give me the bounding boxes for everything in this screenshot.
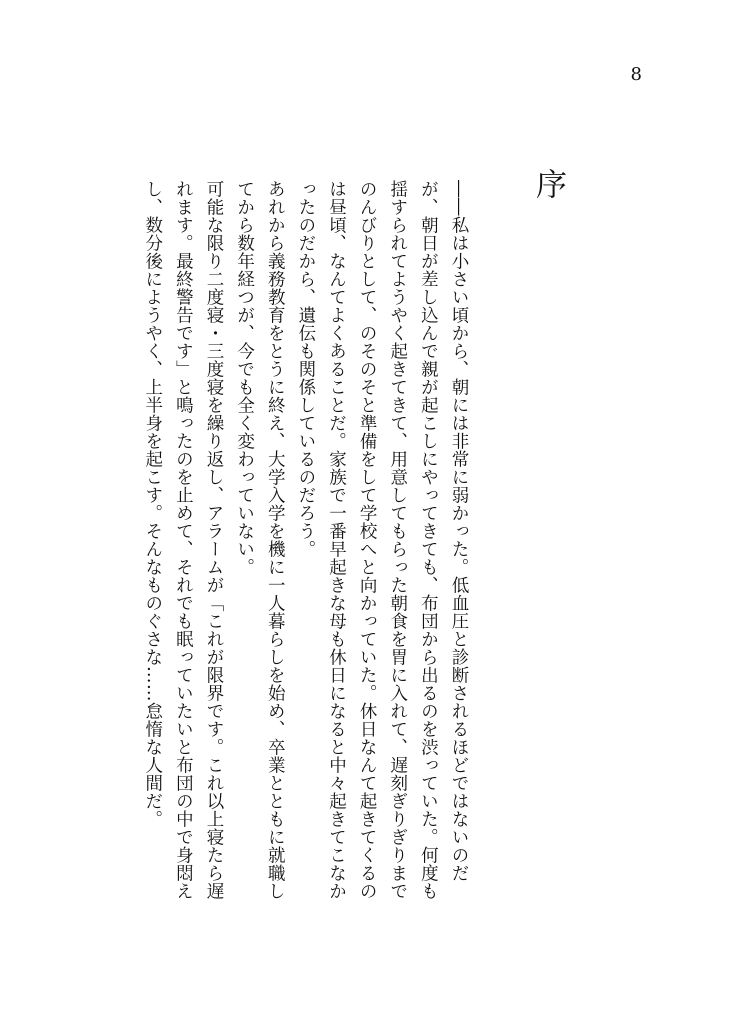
chapter-title: 序	[530, 168, 566, 199]
paragraph: ――私は小さい頃から、朝には非常に弱かった。低血圧と診断されるほどではないのだが、朝日が差し込んで親が起こしにやってきても、布団から出るのを渋っていた。何度も揺すられてようやく起きてきて、用意してもらった朝食を胃に入れて、遅刻ぎりぎりまでのんびりとして、のそのそと準備をして学校へと向かっていた。休日なんて起きてくるのは昼頃、なんてよくあることだ。家族で一番早起きな母も休日になると中々起きてこなかったのだから、遺伝も関係しているのだろう。	[295, 180, 469, 900]
page-number: 8	[630, 64, 642, 85]
body-text	[137, 180, 474, 900]
paragraph: あれから義務教育をとうに終え、大学入学を機に一人暮らしを始め、卒業とともに就職してから数年経つが、今でも全く変わっていない。	[234, 180, 286, 900]
paragraph: 可能な限り二度寝・三度寝を繰り返し、アラームが「これが限界です。これ以上寝たら遅れます。最終警告です」と鳴ったのを止めて、それでも眠っていたいと布団の中で身悶えし、数分後にようやく、上半身を起こす。そんなものぐさな……怠惰な人間だ。	[142, 180, 224, 900]
